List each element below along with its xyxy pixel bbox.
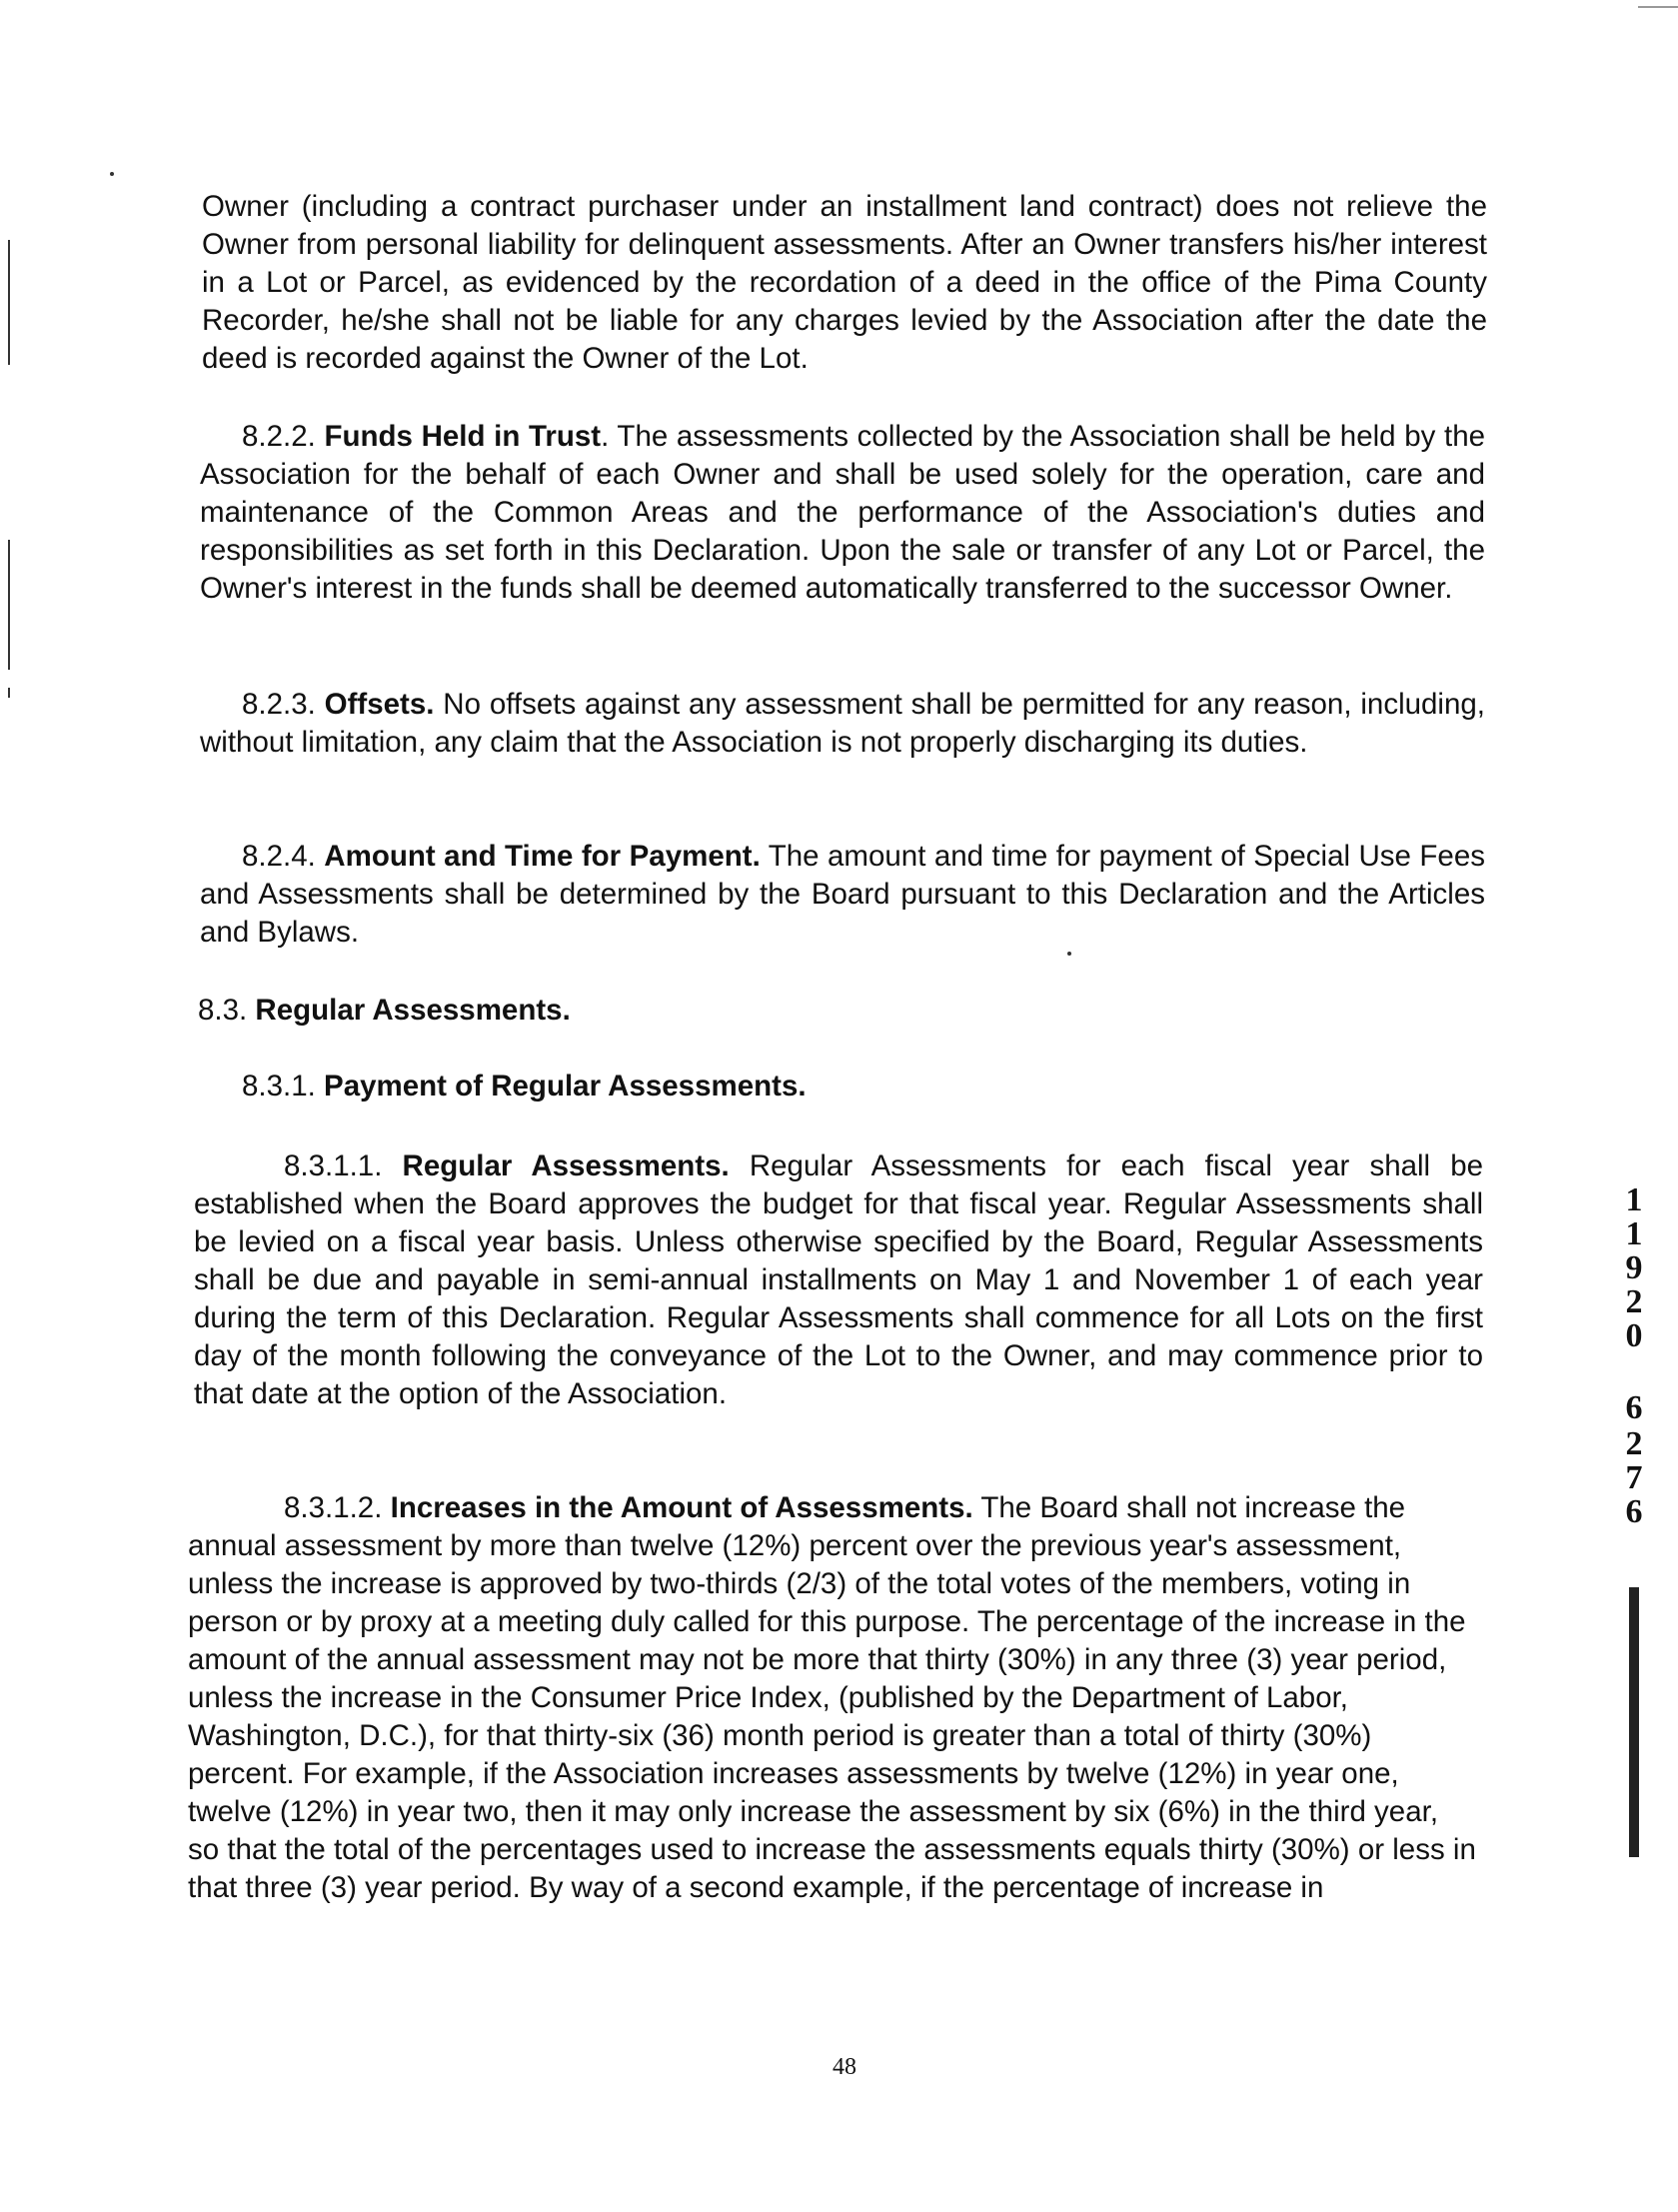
scan-corner-mark (1638, 6, 1678, 8)
page-number: 48 (833, 2054, 856, 2080)
recording-stamp-bar (1629, 1587, 1639, 1857)
left-margin-revision-bar (8, 688, 10, 698)
recording-stamp-digit: 1 (1625, 1215, 1643, 1252)
section-8-2-3 (200, 686, 1485, 762)
section-8-2-4 (200, 838, 1485, 952)
section-title: Increases in the Amount of Assessments. (390, 1491, 973, 1524)
section-title: Regular Assessments. (402, 1149, 730, 1182)
section-number: 8.2.2. (242, 420, 316, 453)
recording-stamp-digit: 1 (1625, 1181, 1643, 1218)
section-number: 8.3.1.2. (284, 1491, 383, 1524)
section-number: 8.2.4. (242, 840, 316, 873)
section-number: 8.2.3. (242, 688, 316, 721)
section-number: 8.3.1. (242, 1070, 316, 1103)
section-text: The Board shall not increase the annual assessment by more than twelve (12%) percent over the previous year's assessment, unless the increase is approved by two-thirds (2/3) of the total votes of the members, voting in person or by proxy at a meeting duly called for this purpose. The percentage of the increase in the amount of the annual assessment may not be more that thirty (30%) in any three (3) year period, unless the increase in the Consumer Price Index, (published by the Department of Labor, Washington, D.C.), for that thirty-six (36) month period is greater than a total of thirty (30%) percent. For example, if the Association increases assessments by twelve (12%) in year one, twelve (12%) in year two, then it may only increase the assessment by six (6%) in the third year, so that the total of the percentages used to increase the assessments equals thirty (30%) or less in that three (3) year period. By way of a second example, if the percentage of increase in (188, 1491, 1476, 1904)
section-title: Funds Held in Trust (324, 420, 602, 453)
section-text: Regular Assessments for each fiscal year shall be established when the Board approves the budget for that fiscal year. Regular Assessments shall be levied on a fiscal year basis. Unless otherwise specified by the Board, Regular Assessments shall be due and payable in semi-annual installments on May 1 and November 1 of each year during the term of this Declaration. Regular Assessments shall commence for all Lots on the first day of the month following the conveyance of the Lot to the Owner, and may commence prior to that date at the option of the Association. (194, 1149, 1484, 1410)
left-margin-revision-bar (8, 240, 10, 365)
section-title: Amount and Time for Payment. (324, 840, 761, 873)
section-number: 8.3.1.1. (284, 1149, 383, 1182)
left-margin-revision-bar (8, 540, 10, 670)
recording-stamp-digit: 6 (1625, 1493, 1643, 1530)
recording-stamp-digit: 9 (1625, 1249, 1643, 1286)
recording-stamp-digit: 6 (1625, 1389, 1643, 1426)
section-8-2-2 (200, 418, 1485, 608)
section-title: Offsets. (324, 688, 435, 721)
recording-stamp-digit: 2 (1625, 1425, 1643, 1462)
paragraph-continuation (202, 188, 1487, 378)
section-title: Regular Assessments. (255, 994, 571, 1027)
section-8-3-1-2 (188, 1489, 1477, 1907)
recording-stamp-digit: 7 (1625, 1459, 1643, 1496)
section-8-3-1-1 (194, 1147, 1483, 1413)
recording-stamp-digit: 0 (1625, 1317, 1643, 1354)
scan-speck (110, 172, 114, 176)
paragraph-continuation-text: Owner (including a contract purchaser under an installment land contract) does not relieve the Owner from personal liability for delinquent assessments. After an Owner transfers his/her interest in a Lot or Parcel, as evidenced by the recordation of a deed in the office of the Pima County Recorder, he/she shall not be liable for any charges levied by the Association after the date the deed is recorded against the Owner of the Lot. (202, 190, 1487, 375)
recording-stamp-digit: 2 (1625, 1283, 1643, 1320)
section-title: Payment of Regular Assessments. (324, 1070, 807, 1103)
section-text: . The assessments collected by the Association shall be held by the Association for the behalf of each Owner and shall be used solely for the operation, care and maintenance of the Common Areas and the performance of the Association's duties and responsibilities as set forth in this Declaration. Upon the sale or transfer of any Lot or Parcel, the Owner's interest in the funds shall be deemed automatically transferred to the successor Owner. (200, 420, 1486, 605)
section-text: The amount and time for payment of Special Use Fees and Assessments shall be determined by the Board pursuant to this Declaration and the Articles and Bylaws. (200, 840, 1485, 949)
scan-speck (1067, 952, 1071, 956)
section-8-3-heading (198, 992, 571, 1030)
section-text: No offsets against any assessment shall be permitted for any reason, including, without limitation, any claim that the Association is not properly discharging its duties. (200, 688, 1485, 759)
section-number: 8.3. (198, 994, 248, 1027)
section-8-3-1-heading (242, 1068, 807, 1106)
